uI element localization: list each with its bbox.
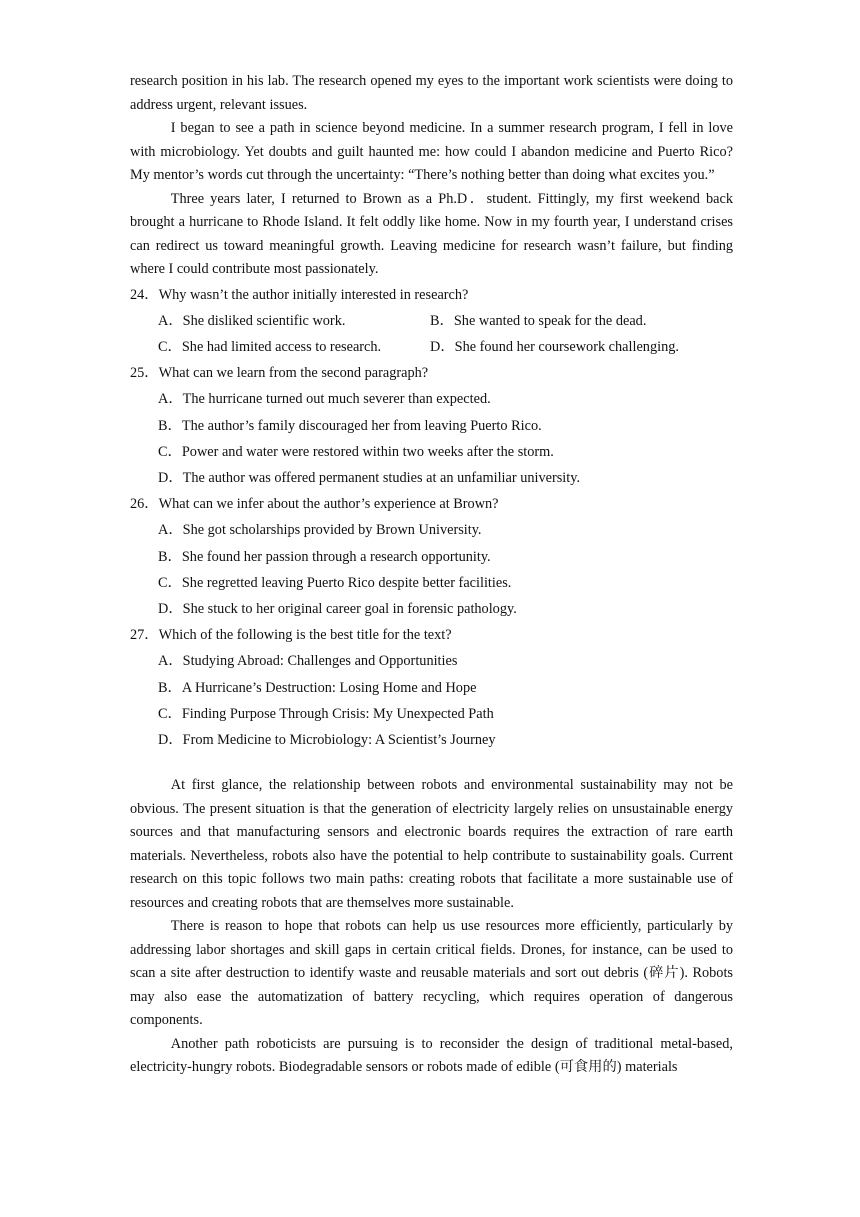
option-d bbox=[430, 334, 679, 360]
option-a bbox=[130, 386, 733, 412]
option-a bbox=[130, 517, 733, 543]
option-label: B． bbox=[158, 679, 182, 696]
option-d bbox=[130, 465, 733, 491]
option-text: Power and water were restored within two weeks after the storm. bbox=[181, 443, 554, 460]
option-label: C． bbox=[158, 705, 182, 722]
option-b bbox=[430, 308, 646, 334]
option-label: C． bbox=[158, 574, 182, 591]
option-text: She wanted to speak for the dead. bbox=[453, 312, 647, 329]
option-text: She had limited access to research. bbox=[181, 338, 382, 355]
passage1-paragraph-2: Three years later, I returned to Brown as a Ph.D．student. Fittingly, my first weekend back brought a hurricane to Rhode Island. It felt oddly like home. Now in my fourth year, I understand crises can redirect us toward meaningful growth. Leaving medicine for research wasn’t failure, but finding where I could contribute most passionately. bbox=[130, 190, 733, 277]
passage1-paragraph-1: I began to see a path in science beyond medicine. In a summer research program, I fell in love with microbiology. Yet doubts and guilt haunted me: how could I abandon medicine and Puerto Rico? My mentor’s words cut through the uncertainty: “There’s nothing better than doing what excites you.” bbox=[130, 120, 733, 183]
option-label: D． bbox=[158, 600, 183, 617]
option-c bbox=[130, 570, 733, 596]
question-27 bbox=[130, 622, 733, 753]
question-number: 27． bbox=[130, 627, 159, 644]
option-text: She stuck to her original career goal in forensic pathology. bbox=[182, 600, 517, 617]
section-spacer bbox=[130, 753, 733, 774]
option-text: The author was offered permanent studies at an unfamiliar university. bbox=[182, 469, 581, 486]
question-stem bbox=[130, 282, 733, 308]
passage2-paragraph-1: At first glance, the relationship between robots and environmental sustainability may not be obvious. The present situation is that the generation of electricity largely relies on unsustainable energy sources and that manufacturing sensors and electronic boards requires the extraction of rare earth materials. Nevertheless, robots also have the potential to help contribute to sustainability goals. Current research on this topic follows two main paths: creating robots that facilitate a more sustainable use of resources and creating robots that are themselves more sustainable. bbox=[130, 777, 733, 911]
option-row bbox=[130, 334, 733, 360]
question-stem bbox=[130, 622, 733, 648]
option-label: D． bbox=[158, 731, 183, 748]
passage2-paragraph-3: Another path roboticists are pursuing is to reconsider the design of traditional metal-based, electricity-hungry robots. Biodegradable sensors or robots made of edible (可食用的) materials bbox=[130, 1035, 733, 1076]
question-stem bbox=[130, 491, 733, 517]
option-text: The hurricane turned out much severer than expected. bbox=[182, 391, 491, 408]
option-a bbox=[130, 648, 733, 674]
option-text: She got scholarships provided by Brown University. bbox=[182, 522, 482, 539]
passage2-paragraph-2: There is reason to hope that robots can help us use resources more efficiently, particularly by addressing labor shortages and skill gaps in certain critical fields. Drones, for instance, can be used to scan a site after destruction to identify waste and reusable materials and sort out debris (碎片). Robots may also ease the automatization of battery recycling, which requires operation of dangerous components. bbox=[130, 918, 733, 1029]
option-label: C． bbox=[158, 338, 182, 355]
passage1-paragraph-continued: research position in his lab. The research opened my eyes to the important work scientists were doing to address urgent, relevant issues. bbox=[130, 73, 733, 113]
question-number: 25． bbox=[130, 365, 159, 382]
question-number: 26． bbox=[130, 496, 159, 513]
question-26 bbox=[130, 491, 733, 622]
question-text: Why wasn’t the author initially interested in research? bbox=[158, 286, 469, 303]
option-label: A． bbox=[158, 653, 183, 670]
option-label: C． bbox=[158, 443, 182, 460]
question-text: What can we infer about the author’s experience at Brown? bbox=[158, 496, 499, 513]
question-24 bbox=[130, 282, 733, 361]
option-text: She found her coursework challenging. bbox=[454, 338, 679, 355]
option-row bbox=[130, 308, 733, 334]
option-b bbox=[130, 675, 733, 701]
option-b bbox=[130, 544, 733, 570]
question-text: Which of the following is the best title for the text? bbox=[158, 627, 452, 644]
option-label: D． bbox=[430, 338, 455, 355]
option-text: She disliked scientific work. bbox=[182, 312, 346, 329]
option-d bbox=[130, 596, 733, 622]
option-text: She found her passion through a research opportunity. bbox=[181, 548, 491, 565]
question-number: 24． bbox=[130, 286, 159, 303]
option-c bbox=[130, 439, 733, 465]
option-c bbox=[158, 334, 430, 360]
option-a bbox=[158, 308, 430, 334]
option-label: D． bbox=[158, 469, 183, 486]
option-label: B． bbox=[430, 312, 454, 329]
option-text: She regretted leaving Puerto Rico despite better facilities. bbox=[181, 574, 512, 591]
option-text: A Hurricane’s Destruction: Losing Home and Hope bbox=[181, 679, 477, 696]
option-label: B． bbox=[158, 548, 182, 565]
option-d bbox=[130, 727, 733, 753]
document-page bbox=[130, 70, 733, 1080]
option-label: B． bbox=[158, 417, 182, 434]
option-b bbox=[130, 413, 733, 439]
option-label: A． bbox=[158, 391, 183, 408]
question-text: What can we learn from the second paragraph? bbox=[158, 365, 429, 382]
option-text: The author’s family discouraged her from leaving Puerto Rico. bbox=[181, 417, 542, 434]
option-text: Studying Abroad: Challenges and Opportunities bbox=[182, 653, 458, 670]
option-label: A． bbox=[158, 522, 183, 539]
option-text: From Medicine to Microbiology: A Scientist’s Journey bbox=[182, 731, 496, 748]
option-c bbox=[130, 701, 733, 727]
option-label: A． bbox=[158, 312, 183, 329]
question-stem bbox=[130, 360, 733, 386]
option-text: Finding Purpose Through Crisis: My Unexpected Path bbox=[181, 705, 494, 722]
question-25 bbox=[130, 360, 733, 491]
